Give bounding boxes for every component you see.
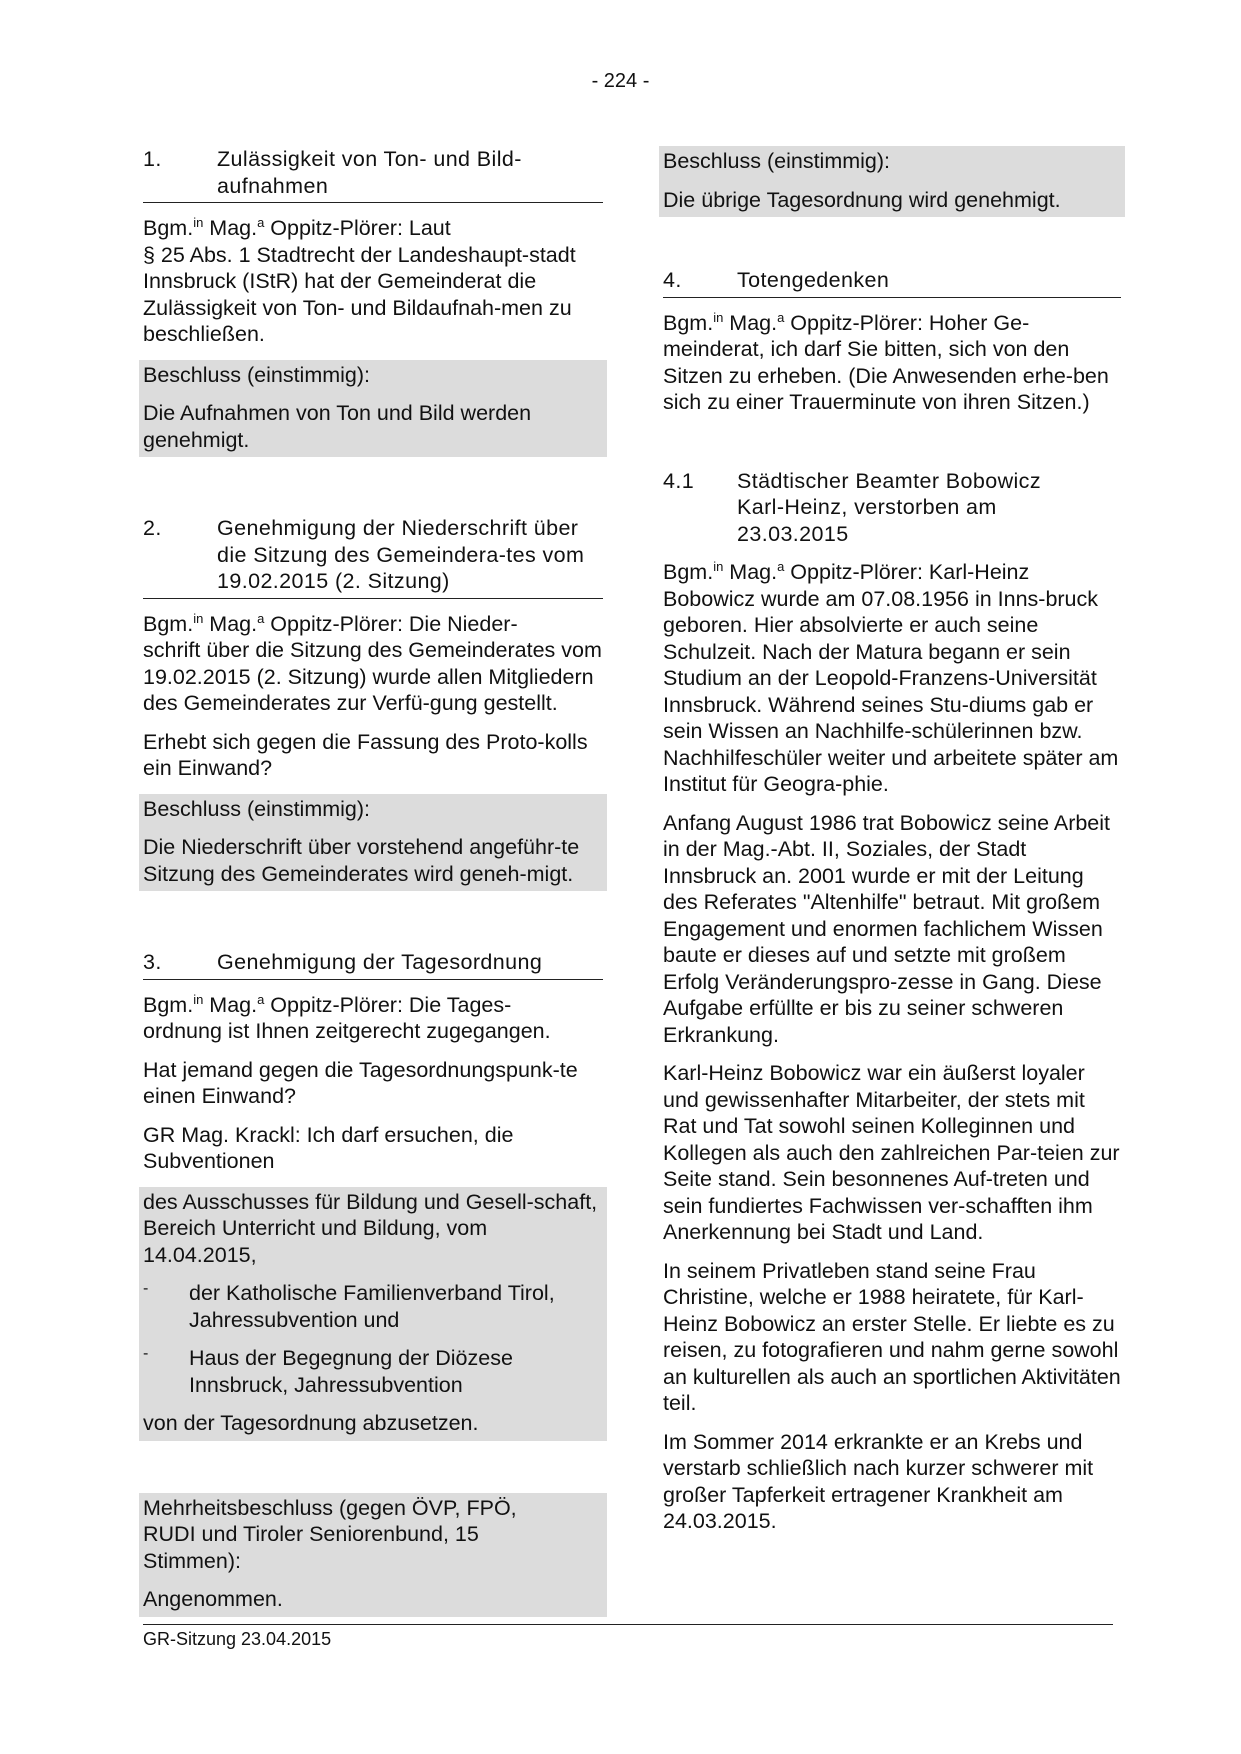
list-item xyxy=(143,1280,603,1333)
section-number: 3. xyxy=(143,950,162,974)
vote-title: Mehrheitsbeschluss (gegen ÖVP, FPÖ, RUDI und Tiroler Seniorenbund, 15 Stimmen): xyxy=(143,1495,517,1573)
motion-intro: des Ausschusses für Bildung und Gesell-schaft, Bereich Unterricht und Bildung, vom 14.04.2015, xyxy=(143,1189,598,1267)
section-title: Zulässigkeit von Ton- und Bild-aufnahmen xyxy=(217,147,522,198)
section-heading-4-1 xyxy=(663,468,1121,548)
right-column xyxy=(663,146,1121,1547)
paragraph: GR Mag. Krackl: Ich darf ersuchen, die Subventionen xyxy=(143,1122,514,1173)
dash-bullet: - xyxy=(143,1345,149,1362)
paragraph: Bobowicz wurde am 07.08.1956 in Inns-bruck geboren. Hier absolvierte er auch seine Schulzeit. Nach der Matura begann er sein Studium an der Leopold-Franzens-Universität Innsbruck. Während seines Stu-diums gab er sein Wissen an Nachhilfe-schülerinnen bzw. Nachhilfeschüler weiter und arbeitete später am Institut für Geogra-phie. xyxy=(663,586,1119,796)
section-heading-4 xyxy=(663,267,1121,298)
list-item-text: der Katholische Familienverband Tirol, Jahressubvention und xyxy=(189,1281,555,1332)
paragraph: Anfang August 1986 trat Bobowicz seine Arbeit in der Mag.-Abt. II, Soziales, der Stadt Innsbruck an. 2001 wurde er mit der Leitung des Referates "Altenhilfe" betraut. Mit großem Engagement und enormen fachlichem Wissen baute er dieses auf und setzte mit großem Erfolg Veränderungspro-zesse in Gang. Diese Aufgabe erfüllte er bis zu seiner schweren Erkrankung. xyxy=(663,810,1111,1047)
section-heading-2 xyxy=(143,515,603,599)
section-title: Genehmigung der Niederschrift über die Sitzung des Gemeindera-tes vom 19.02.2015 (2. Sitzung) xyxy=(217,516,585,593)
section-heading-1 xyxy=(143,146,603,203)
section-title: Genehmigung der Tagesordnung xyxy=(217,950,543,974)
vote-box xyxy=(139,1493,607,1617)
resolution-title: Beschluss (einstimmig): xyxy=(663,149,890,173)
paragraph: Karl-Heinz Bobowicz war ein äußerst loyaler und gewissenhafter Mitarbeiter, der stets mit Rat und Tat sowohl seinen Kolleginnen und Kollegen als auch den zahlreichen Par-teien zur Seite stand. Sein besonnenes Auf-treten und sein fundiertes Fachwissen ver-schafften ihm Anerkennung bei Stadt und Land. xyxy=(663,1061,1120,1244)
dash-bullet: - xyxy=(143,1280,149,1297)
paragraph: Hat jemand gegen die Tagesordnungspunk-te einen Einwand? xyxy=(143,1057,578,1108)
speaker-line: Bgm.$^{in}$ Mag.$^a$ Oppitz-Plörer: Die Nieder- xyxy=(143,610,518,636)
section-number: 4. xyxy=(663,268,682,292)
paragraph: meinderat, ich darf Sie bitten, sich von den Sitzen zu erheben. (Die Anwesenden erhe-ben sich zu einer Trauerminute von ihren Sitzen.) xyxy=(663,337,1109,414)
resolution-text: Die Niederschrift über vorstehend angeführ-te Sitzung des Gemeinderates wird geneh-migt. xyxy=(143,835,580,886)
resolution-title: Beschluss (einstimmig): xyxy=(143,362,370,387)
speaker-line: Bgm.$^{in}$ Mag.$^a$ Oppitz-Plörer: Die Tages- xyxy=(143,991,512,1017)
motion-box xyxy=(139,1187,607,1441)
paragraph: schrift über die Sitzung des Gemeinderates vom 19.02.2015 (2. Sitzung) wurde allen Mitgliedern des Gemeinderates zur Verfü-gung gestellt. xyxy=(143,638,602,715)
resolution-text: Die Aufnahmen von Ton und Bild werden genehmigt. xyxy=(143,401,532,452)
page-number: - 224 - xyxy=(591,70,650,92)
section-number: 1. xyxy=(143,147,162,171)
paragraph: § 25 Abs. 1 Stadtrecht der Landeshaupt-stadt Innsbruck (IStR) hat der Gemeinderat die Zulässigkeit von Ton- und Bildaufnah-men zu beschließen. xyxy=(143,242,576,346)
section-title: Totengedenken xyxy=(737,268,890,292)
resolution-text: Die übrige Tagesordnung wird genehmigt. xyxy=(663,187,1061,212)
motion-end: von der Tagesordnung abzusetzen. xyxy=(143,1411,479,1435)
resolution-box xyxy=(659,146,1125,217)
resolution-box xyxy=(139,360,607,458)
paragraph: Im Sommer 2014 erkrankte er an Krebs und verstarb schließlich nach kurzer schwerer mit großer Tapferkeit ertragener Krankheit am 24.03.2015. xyxy=(663,1429,1094,1533)
list-item xyxy=(143,1345,603,1398)
list-item-text: Haus der Begegnung der Diözese Innsbruck, Jahressubvention xyxy=(189,1346,513,1397)
resolution-box xyxy=(139,794,607,892)
speaker-line: Bgm.$^{in}$ Mag.$^a$ Oppitz-Plörer: Karl-Heinz xyxy=(663,558,1030,584)
paragraph: In seinem Privatleben stand seine Frau Christine, welche er 1988 heiratete, für Karl-Heinz Bobowicz an erster Stelle. Er liebte es zu reisen, zu fotografieren und nahm gerne sowohl an kulturellen als auch an sportlichen Aktivitäten teil. xyxy=(663,1258,1121,1415)
resolution-title: Beschluss (einstimmig): xyxy=(143,796,370,821)
section-heading-3 xyxy=(143,949,603,980)
section-title: Städtischer Beamter Bobowicz Karl-Heinz, verstorben am 23.03.2015 xyxy=(737,468,1041,546)
section-number: 2. xyxy=(143,516,162,540)
page-footer: GR-Sitzung 23.04.2015 xyxy=(143,1624,1113,1650)
speaker-line: Bgm.$^{in}$ Mag.$^a$ Oppitz-Plörer: Laut xyxy=(143,214,451,240)
paragraph: Erhebt sich gegen die Fassung des Proto-kolls ein Einwand? xyxy=(143,729,588,780)
paragraph: ordnung ist Ihnen zeitgerecht zugegangen. xyxy=(143,1019,551,1043)
left-column xyxy=(143,146,603,1617)
section-number: 4.1 xyxy=(663,468,695,493)
speaker-line: Bgm.$^{in}$ Mag.$^a$ Oppitz-Plörer: Hoher Ge- xyxy=(663,309,1030,335)
vote-result: Angenommen. xyxy=(143,1587,283,1611)
